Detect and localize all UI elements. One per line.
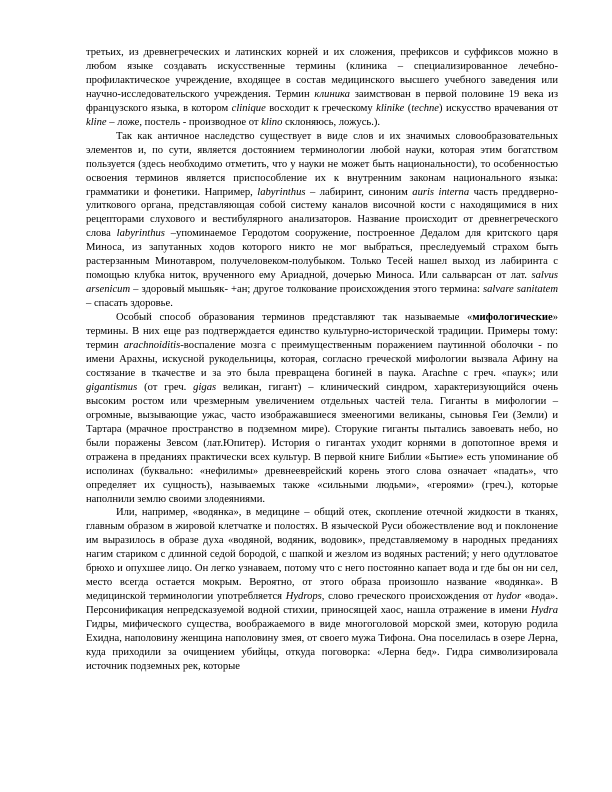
- text-run: techne: [411, 102, 439, 114]
- text-run: gigas: [193, 381, 217, 393]
- text-run: – лабиринт, синоним: [305, 186, 413, 198]
- document-page: [86, 46, 558, 674]
- text-run: часть преддверно-улиткового органа, представляющая собой систему каналов височной кости с находящимися в них рецепторами слухового и вестибулярного анализаторов. Название происходит от древнегреческого слова: [86, 186, 558, 240]
- text-run: клиника: [314, 88, 350, 100]
- text-run: – ложе, постель - производное от: [106, 116, 262, 128]
- text-run: -воспаление мозга с преимущественным поражением паутинной оболочки - по имени Арахны, искусной рукодельницы, которая, согласно греческой мифологии вызвала Афину на состязание в ткачестве и за это была превращена богиней в паука. Arachne с греч. «паук»; или: [86, 340, 558, 379]
- text-run: (: [404, 102, 412, 114]
- text-run: Hydrops,: [285, 591, 325, 603]
- text-run: arachnoiditis: [123, 340, 181, 352]
- text-run: hydor: [496, 591, 522, 603]
- text-run: kline: [86, 116, 107, 128]
- text-run: Особый способ образования терминов представляют так называемые «: [116, 312, 473, 324]
- text-run: – здоровый мышьяк- +ан; другое толкование происхождения этого термина:: [130, 284, 483, 296]
- text-run: auris interna: [412, 186, 470, 198]
- text-run: (от греч.: [137, 381, 194, 393]
- text-run: clinique: [231, 102, 266, 114]
- text-run: заимствован в первой половине 19 века из французского языка, в котором: [86, 88, 559, 114]
- text-run: Гидры, мифического существа, воображаемого в виде многоголовой морской змеи, которую родила Ехидна, наполовину женщина наполовину змея, от своего мужа Тифона. Она поселилась в озере Лерна, куда приходили за очищением убийцы, откуда поговорка: «Лерна бед». Гидра символизировала источник подземных рек, которые: [86, 619, 558, 672]
- text-run: – спасать здоровье.: [86, 298, 173, 310]
- text-run: salvare sanitatem: [482, 284, 558, 296]
- text-run: восходит к греческому: [265, 102, 377, 114]
- text-run: третьих, из древнегреческих и латинских корней и их сложения, префиксов и суффиксов можно в любом языке создавать искусственные термины (клиника – специализированное лечебно-профилактическое учреждение, входящее в состав медицинского высшего учебного заведения или научно-исследовательского учреждения. Термин: [86, 47, 558, 100]
- paragraph-4: [86, 506, 558, 673]
- text-run: склоняюсь, ложусь.).: [282, 116, 381, 128]
- text-run: Hydra: [530, 605, 558, 617]
- text-run: великан, гигант) – клинический синдром, характеризующийся очень высоким ростом или чрезмерным увеличением отдельных частей тела. Гиганты в мифологии – огромные, вызывающие ужас, часто изображавшиеся змееногими великаны, сыновья Геи (Земли) и Тартара (мрачное пространство в подземном мире). Сторукие гиганты пытались завоевать небо, но были поражены Зевсом (лат.Юпитер). История о гигантах уходит корнями в допотопное время и отражена в преданиях практически всех культур. В первой книге Библии «Бытие» есть упоминание об исполинах (буквально: «нефилимы» древнееврейский корень этого слова означает «падать», что определяет их сущность), называемых также «сильными людьми», «героями» (греч.), которые наполнили землю своими злодеяниями.: [86, 381, 558, 505]
- paragraph-2: [86, 130, 558, 311]
- paragraph-3: [86, 311, 558, 506]
- text-run: klino: [261, 116, 283, 128]
- text-run: gigantismus: [86, 381, 138, 393]
- text-run: –упоминаемое Геродотом сооружение, построенное Дедалом для критского царя Миноса, из запутанных ходов которого никто не мог выбраться, преследуемый страхом быть растерзанным Минотавром, получеловеком-полубыком. Только Тесей нашел выход из лабиринта с помощью клубка ниток, врученного ему Ариадной, дочерью Миноса. Или сальварсан от лат.: [86, 228, 558, 282]
- text-run: Так как античное наследство существует в виде слов и их значимых словообразовательных элементов и, по сути, является достоянием терминологии любой науки, которая этим богатством пользуется (здесь необходимо отметить, что у науки не может быть национальности), то особенностью освоения терминов является приспособление их к внутренним законам национального языка: грамматики и фонетики. Например,: [86, 130, 558, 198]
- text-run: мифологические: [472, 312, 553, 324]
- text-run: klinike: [376, 102, 405, 114]
- paragraph-1: [86, 46, 558, 130]
- text-run: слово греческого происхождения от: [324, 591, 497, 603]
- text-run: » термины. В них еще раз подтверждается единство культурно-исторической традиции. Примеры тому: термин: [86, 312, 558, 352]
- text-run: labyrinthus: [257, 186, 306, 198]
- text-run: salvus arsenicum: [86, 270, 558, 296]
- text-run: Или, например, «водянка», в медицине – общий отек, скопление отечной жидкости в тканях, главным образом в жировой клетчатке и полостях. В языческой Руси обожествление вод и поклонение им выразилось в образе духа «водяной, водяник, водовик», представляемому в народных преданиях нагим стариком с длинной седой бородой, с шапкой и жезлом из водяных растений; у него одутловатое брюхо и опухшее лицо. Он легко узнаваем, потому что с него постоянно капает вода и где бы он ни сел, место всегда остается мокрым. Вероятно, от этого образа произошло название «водянка». В медицинской терминологии употребляется: [86, 507, 558, 603]
- text-run: ) искусство врачевания от: [439, 102, 558, 114]
- text-run: «вода». Персонификация непредсказуемой водной стихии, приносящей хаос, нашла отражение в имени: [86, 591, 558, 617]
- text-run: labyrinthus: [116, 228, 165, 240]
